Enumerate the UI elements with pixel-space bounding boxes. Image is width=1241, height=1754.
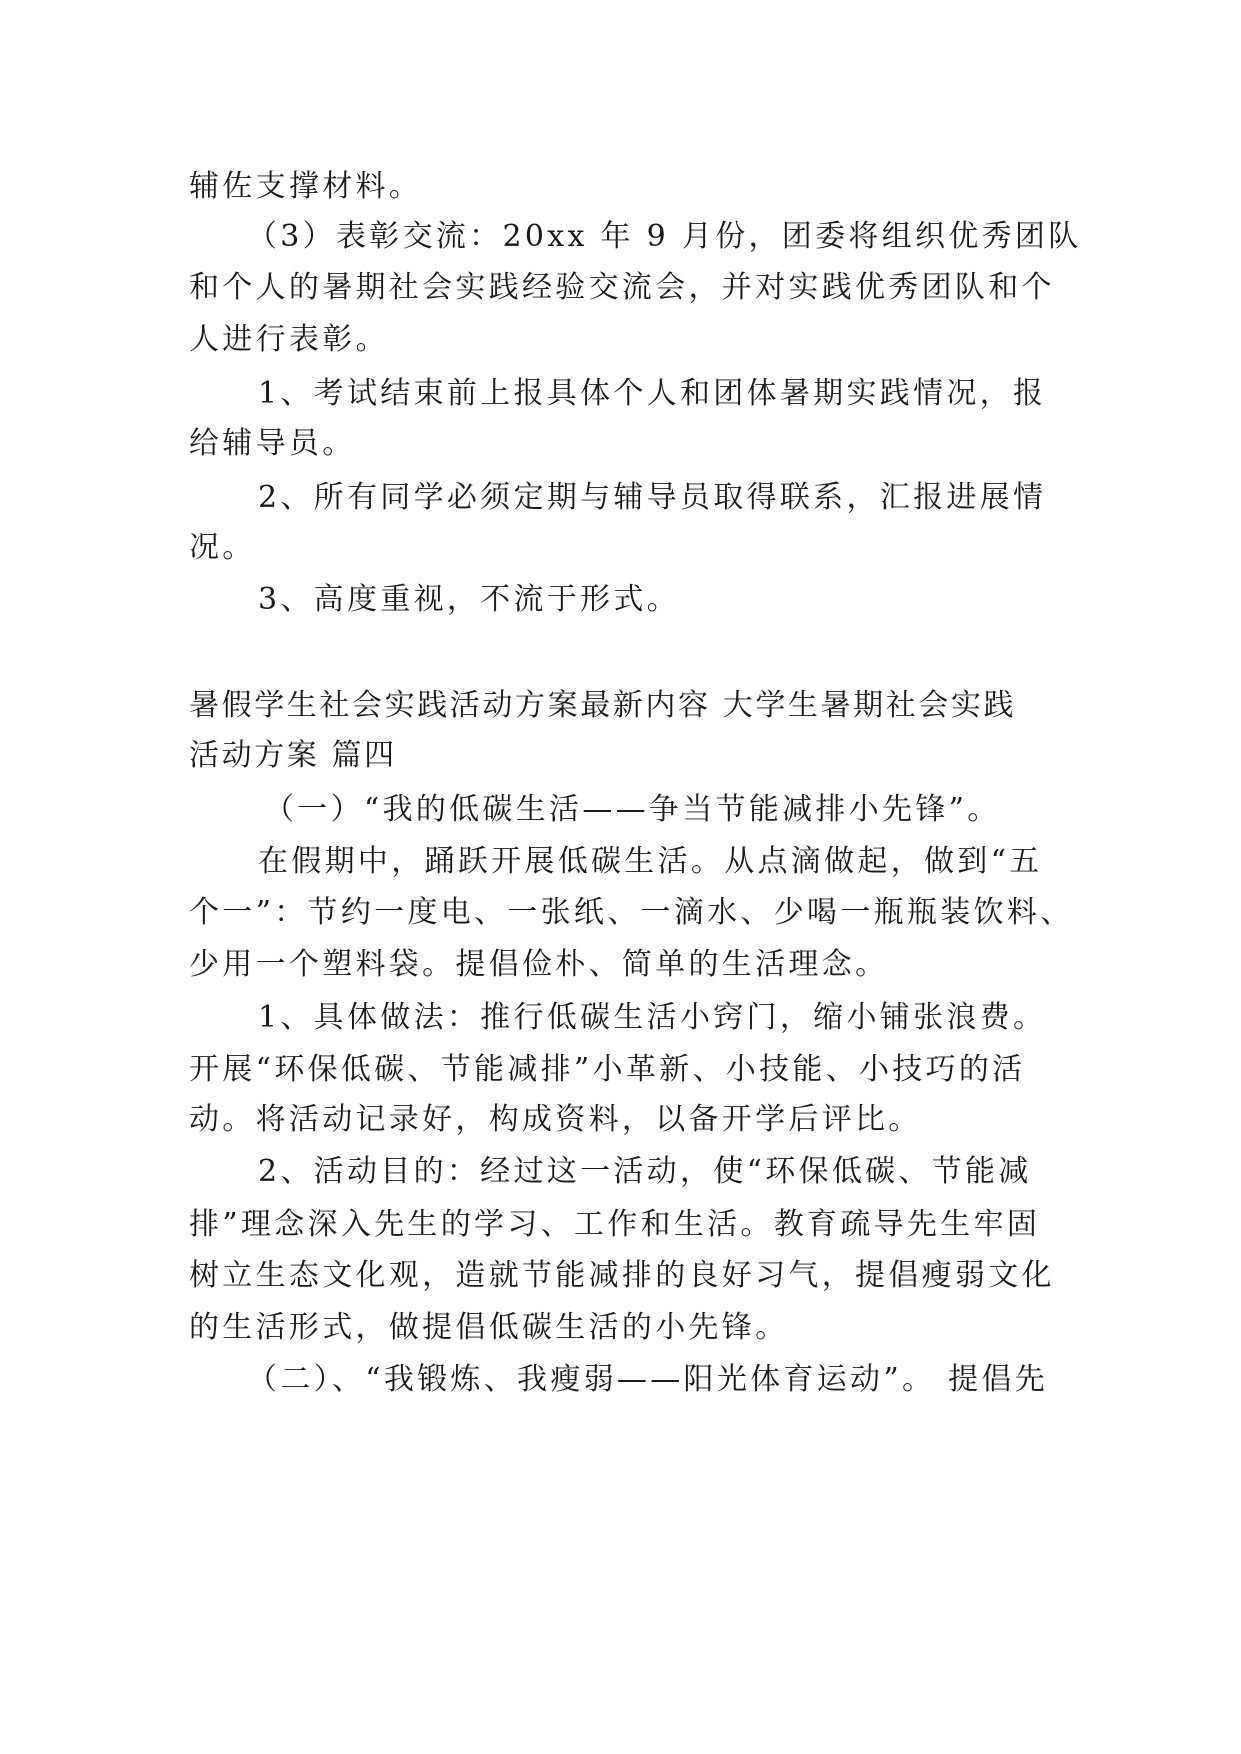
text-line: 个一”：节约一度电、一张纸、一滴水、少喝一瓶瓶装饮料、 bbox=[189, 895, 1074, 930]
text-line: 2、所有同学必须定期与辅导员取得联系，汇报进展情 bbox=[258, 480, 1047, 515]
text-line: 1、具体做法：推行低碳生活小窍门，缩小铺张浪费。 bbox=[258, 1000, 1047, 1035]
text-line: 2、活动目的：经过这一活动，使“环保低碳、节能减 bbox=[258, 1154, 1032, 1189]
text-line: 的生活形式，做提倡低碳生活的小先锋。 bbox=[189, 1310, 789, 1345]
text-line: 3、高度重视，不流于形式。 bbox=[258, 582, 680, 617]
text-line: 排”理念深入先生的学习、工作和生活。教育疏导先生牢固 bbox=[189, 1207, 1041, 1242]
text-line: 少用一个塑料袋。提倡俭朴、简单的生活理念。 bbox=[189, 947, 889, 982]
text-line: 开展“环保低碳、节能减排”小革新、小技能、小技巧的活 bbox=[189, 1052, 1026, 1087]
text-line: （3）表彰交流：20xx 年 9 月份，团委将组织优秀团队 bbox=[247, 219, 1082, 254]
text-line: 况。 bbox=[189, 530, 256, 565]
subsection-title: （二）、“我锻炼、我瘦弱——阳光体育运动”。 提倡先 bbox=[247, 1362, 1049, 1397]
text-line: 和个人的暑期社会实践经验交流会，并对实践优秀团队和个 bbox=[189, 270, 1055, 305]
text-line: 人进行表彰。 bbox=[189, 322, 389, 357]
text-line: 树立生态文化观，造就节能减排的良好习气，提倡瘦弱文化 bbox=[189, 1258, 1055, 1293]
text-line: 1、考试结束前上报具体个人和团体暑期实践情况，报 bbox=[258, 376, 1047, 411]
subsection-title: （一）“我的低碳生活——争当节能减排小先锋”。 bbox=[264, 792, 1001, 827]
text-line: 给辅导员。 bbox=[189, 426, 356, 461]
text-line: 动。将活动记录好，构成资料，以备开学后评比。 bbox=[189, 1102, 922, 1137]
section-heading: 活动方案 篇四 bbox=[189, 738, 397, 773]
section-heading: 暑假学生社会实践活动方案最新内容 大学生暑期社会实践 bbox=[189, 688, 1017, 723]
text-line: 在假期中，踊跃开展低碳生活。从点滴做起，做到“五 bbox=[258, 844, 1043, 879]
text-line: 辅佐支撑材料。 bbox=[189, 169, 423, 204]
